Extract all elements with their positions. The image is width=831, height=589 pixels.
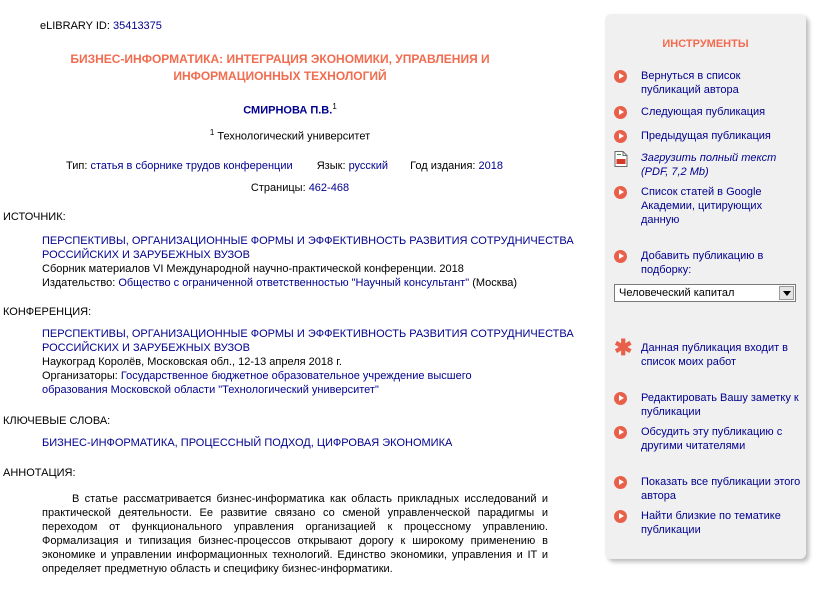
keyword-sep: , [174,437,181,449]
tool-scholar-label[interactable]: Список статей в Google Академии, цитирующих данную [641,186,763,226]
source-title-line2: РОССИЙСКИХ И ЗАРУБЕЖНЫХ ВУЗОВ [42,249,250,261]
year-label: Год издания: [410,160,476,172]
tool-add-label[interactable]: Добавить публикацию в подборку: [641,250,764,276]
tool-show-all-label[interactable]: Показать все публикации этого автора [641,476,801,502]
asterisk-icon: ✱ [614,335,633,360]
tool-similar-label[interactable]: Найти близкие по тематике публикации [641,510,781,536]
collection-select[interactable] [614,284,796,302]
source-title-link[interactable] [42,234,582,262]
keywords-heading: КЛЮЧЕВЫЕ СЛОВА: [3,415,111,427]
tools-title: ИНСТРУМЕНТЫ [662,38,749,50]
tool-edit-note-label[interactable]: Редактировать Вашу заметку к публикации [641,392,799,418]
author-sup: 1 [332,102,337,111]
publisher-city: (Москва) [472,277,518,289]
organizers-line1: Государственное бюджетное образовательное учреждение высшего [120,370,472,382]
organizers-label: Организаторы: [42,370,118,382]
abstract-heading: АННОТАЦИЯ: [3,467,76,479]
source-publisher-line [42,276,582,290]
meta-line [66,160,503,172]
publication-title-line2: ИНФОРМАЦИОННЫХ ТЕХНОЛОГИЙ [173,69,387,83]
conference-organizers [42,369,582,397]
tool-back-label[interactable]: Вернуться в список публикаций автора [641,70,741,96]
pages-value: 462-468 [308,182,350,194]
keyword-sep: , [310,437,317,449]
source-block [42,234,582,290]
conference-title-link[interactable] [42,327,582,355]
pages-line [0,182,600,194]
pages-label: Страницы: [250,182,306,194]
type-label: Тип: [66,160,88,172]
abstract-text: В статье рассматривается бизнес-информатика как область прикладных исследований и практической деятельности. Ее развитие связано со сменой управленческой парадигмы и переходом от функционального управления организацией к процессному управлению. Формализация и типизация бизнес-процессов открывают дорогу к широкому применению в экономике и управлении информационных технологий. Единство экономики, управления и IT и определяет предметную область и специфику бизнес-информатики. [42,493,548,575]
tool-in-list-label: Данная публикация входит в список моих работ [641,342,789,368]
elibrary-id-line [40,20,162,32]
keyword-link[interactable]: ПРОЦЕССНЫЙ ПОДХОД [180,437,311,449]
arrow-circle-icon [614,130,627,143]
arrow-circle-icon [614,186,627,199]
author-line [0,102,580,117]
arrow-circle-icon [614,250,627,263]
keyword-link[interactable]: БИЗНЕС-ИНФОРМАТИКА [42,437,175,449]
affiliation-text: Технологический университет [217,130,371,143]
tool-prev-label[interactable]: Предыдущая публикация [641,130,771,142]
conference-block [42,327,582,397]
conference-heading: КОНФЕРЕНЦИЯ: [3,306,92,318]
elibrary-id-value: 35413375 [112,20,162,32]
lang-label: Язык: [316,160,346,172]
publisher-label: Издательство: [42,277,116,289]
source-heading: ИСТОЧНИК: [3,211,66,223]
affiliation-line [0,128,580,143]
conference-title-line1: ПЕРСПЕКТИВЫ, ОРГАНИЗАЦИОННЫЕ ФОРМЫ И ЭФФЕКТИВНОСТЬ РАЗВИТИЯ СОТРУДНИЧЕСТВА [42,328,574,340]
publication-title [0,51,560,85]
tool-discuss-label[interactable]: Обсудить эту публикацию с другими читателями [641,426,783,452]
keywords-list [42,437,452,449]
author-link[interactable]: СМИРНОВА П.В. [243,104,333,117]
pdf-file-icon [614,151,628,167]
arrow-circle-icon [614,426,627,439]
arrow-circle-icon [614,106,627,119]
tool-next-label[interactable]: Следующая публикация [641,106,766,118]
affiliation-sup: 1 [209,128,215,137]
tools-sidebar [605,14,806,559]
conference-title-line2: РОССИЙСКИХ И ЗАРУБЕЖНЫХ ВУЗОВ [42,342,250,354]
conference-place-date: Наукоград Королёв, Московская обл., 12-13 апреля 2018 г. [42,356,342,368]
publication-title-line1: БИЗНЕС-ИНФОРМАТИКА: ИНТЕГРАЦИЯ ЭКОНОМИКИ, УПРАВЛЕНИЯ И [70,52,490,66]
collection-select-value: Человеческий капитал [619,287,735,299]
organizers-line2: образования Московской области "Технологический университет" [42,384,379,396]
type-value: статья в сборнике трудов конференции [90,160,293,172]
arrow-circle-icon [614,476,627,489]
year-value: 2018 [478,160,504,172]
tool-download-label[interactable]: Загрузить полный текст (PDF, 7,2 Mb) [641,152,777,178]
arrow-circle-icon [614,392,627,405]
source-title-line1: ПЕРСПЕКТИВЫ, ОРГАНИЗАЦИОННЫЕ ФОРМЫ И ЭФФЕКТИВНОСТЬ РАЗВИТИЯ СОТРУДНИЧЕСТВА [42,235,574,247]
arrow-circle-icon [614,510,627,523]
chevron-down-icon[interactable] [779,286,794,300]
publisher-link[interactable]: Общество с ограниченной ответственностью "Научный консультант" [118,277,470,289]
keyword-link[interactable]: ЦИФРОВАЯ ЭКОНОМИКА [316,437,453,449]
source-subtitle: Сборник материалов VI Международной научно-практической конференции. 2018 [42,263,464,275]
arrow-circle-icon [614,70,627,83]
lang-value: русский [348,160,389,172]
elibrary-id-label: eLIBRARY ID: [40,20,110,32]
